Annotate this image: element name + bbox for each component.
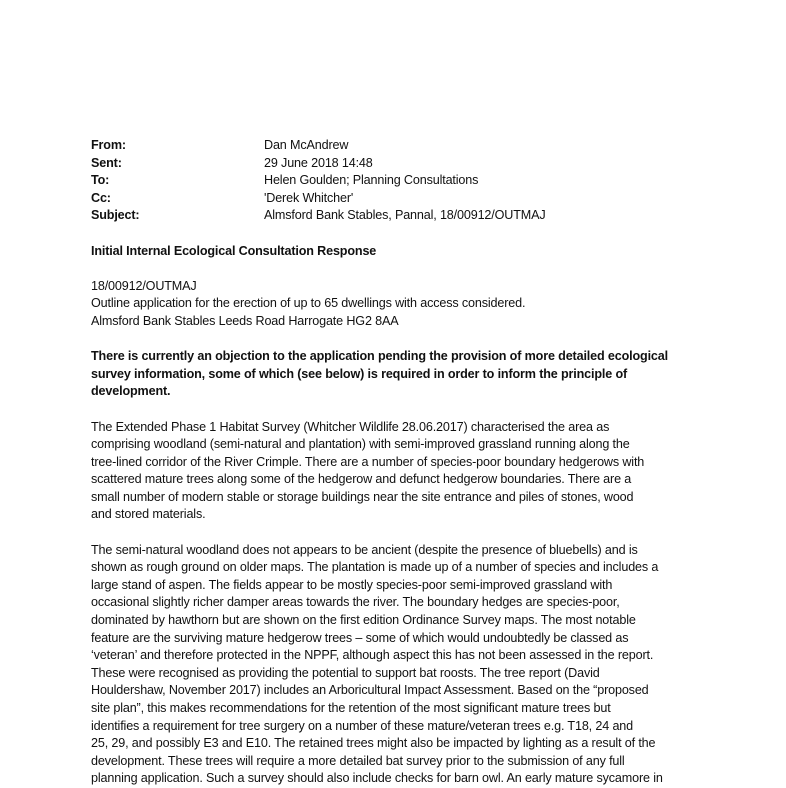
subject-value: Almsford Bank Stables, Pannal, 18/00912/OUTMAJ <box>264 208 546 223</box>
paragraph-line: scattered mature trees along some of the hedgerow and defunct hedgerow boundaries. There are a <box>91 472 632 487</box>
paragraph-line: large stand of aspen. The fields appear to be mostly species-poor semi-improved grassland with <box>91 577 613 592</box>
header-row-from <box>91 137 711 155</box>
paragraph-line: small number of modern stable or storage buildings near the site entrance and piles of stones, wood <box>91 489 634 504</box>
cc-value: 'Derek Whitcher' <box>264 190 354 205</box>
paragraph-line: These were recognised as providing the potential to support bat roosts. The tree report (David <box>91 665 600 680</box>
objection-line: development. <box>91 384 171 399</box>
paragraph-line: planning application. Such a survey should also include checks for barn owl. An early mature sycamore in <box>91 771 663 786</box>
paragraph-line: shown as rough ground on older maps. The plantation is made up of a number of species and includes a <box>91 560 659 575</box>
email-header <box>91 137 711 225</box>
application-details <box>91 278 711 331</box>
paragraph-line: 25, 29, and possibly E3 and E10. The retained trees might also be impacted by lighting as a result of the <box>91 736 656 751</box>
objection-line: There is currently an objection to the application pending the provision of more detailed ecological <box>91 349 668 364</box>
objection-statement <box>91 348 711 401</box>
paragraph-line: dominated by hawthorn but are shown on the first edition Ordinance Survey maps. The most notable <box>91 613 636 628</box>
subject-label: Subject: <box>91 208 140 223</box>
from-label: From: <box>91 138 126 152</box>
paragraph-line: and stored materials. <box>91 507 206 522</box>
paragraph-line: site plan”, this makes recommendations for the retention of the most significant mature trees but <box>91 701 611 715</box>
header-row-cc <box>91 190 711 208</box>
objection-line: survey information, some of which (see below) is required in order to inform the principle of <box>91 366 628 381</box>
sent-value: 29 June 2018 14:48 <box>264 155 373 170</box>
application-reference: 18/00912/OUTMAJ <box>91 278 197 293</box>
header-row-to <box>91 172 711 190</box>
header-row-sent <box>91 155 711 173</box>
application-address: Almsford Bank Stables Leeds Road Harrogate HG2 8AA <box>91 313 399 328</box>
paragraph-line: development. These trees will require a more detailed bat survey prior to the submission of any full <box>91 753 625 768</box>
sent-label: Sent: <box>91 155 122 170</box>
document-title: Initial Internal Ecological Consultation Response <box>91 243 377 258</box>
paragraph-line: identifies a requirement for tree surgery on a number of these mature/veteran trees e.g. T18, 24 and <box>91 718 634 733</box>
to-value: Helen Goulden; Planning Consultations <box>264 173 479 188</box>
document-page <box>91 137 711 788</box>
paragraph-line: comprising woodland (semi-natural and plantation) with semi-improved grassland running along the <box>91 437 630 452</box>
paragraph-line: feature are the surviving mature hedgerow trees – some of which would undoubtedly be classed as <box>91 630 629 645</box>
header-row-subject <box>91 207 711 225</box>
cc-label: Cc: <box>91 190 111 205</box>
paragraph-line: Houldershaw, November 2017) includes an Arboricultural Impact Assessment. Based on the “proposed <box>91 683 649 698</box>
from-value: Dan McAndrew <box>264 138 349 152</box>
paragraph-line: ‘veteran’ and therefore protected in the NPPF, although aspect this has not been assessed in the report. <box>91 648 654 663</box>
application-description: Outline application for the erection of up to 65 dwellings with access considered. <box>91 296 526 311</box>
paragraph-habitat-survey <box>91 419 711 525</box>
paragraph-line: occasional slightly richer damper areas towards the river. The boundary hedges are species-poor, <box>91 595 620 610</box>
to-label: To: <box>91 173 110 188</box>
paragraph-line: The semi-natural woodland does not appears to be ancient (despite the presence of bluebells) and is <box>91 542 638 557</box>
paragraph-line: The Extended Phase 1 Habitat Survey (Whitcher Wildlife 28.06.2017) characterised the area as <box>91 419 610 434</box>
paragraph-line: tree-lined corridor of the River Crimple. There are a number of species-poor boundary hedgerows with <box>91 454 645 469</box>
paragraph-woodland <box>91 542 711 788</box>
